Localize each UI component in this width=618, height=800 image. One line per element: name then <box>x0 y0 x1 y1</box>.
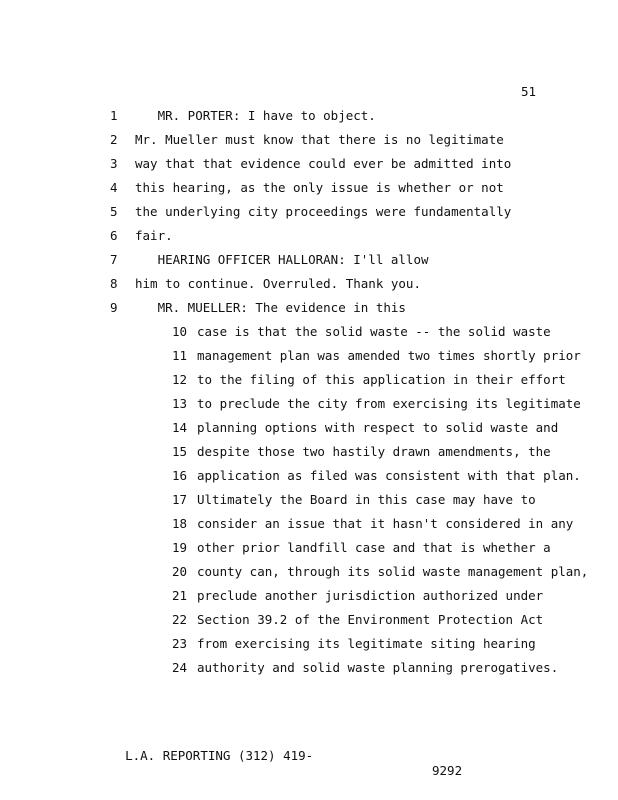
transcript-line <box>172 516 573 540</box>
line-text: case is that the solid waste -- the solid waste <box>197 324 551 339</box>
line-text: Section 39.2 of the Environment Protection Act <box>197 612 544 627</box>
line-text: way that that evidence could ever be admitted into <box>135 156 512 171</box>
line-text: to the filing of this application in their effort <box>197 372 566 387</box>
transcript-line <box>172 612 543 636</box>
line-text: despite those two hastily drawn amendments, the <box>197 444 551 459</box>
line-number: 5 <box>110 204 118 219</box>
line-number: 21 <box>172 588 188 603</box>
line-number: 20 <box>172 564 188 579</box>
transcript-line <box>110 228 173 252</box>
transcript-line <box>110 204 511 228</box>
page-number: 51 <box>521 84 537 99</box>
line-indent <box>135 252 158 267</box>
transcript-line <box>110 108 376 132</box>
transcript-line <box>172 324 551 348</box>
line-text: this hearing, as the only issue is whether or not <box>135 180 504 195</box>
line-number: 3 <box>110 156 118 171</box>
line-number: 7 <box>110 252 118 267</box>
transcript-line <box>110 300 406 324</box>
line-text: from exercising its legitimate siting hearing <box>197 636 536 651</box>
line-text: application as filed was consistent with that plan. <box>197 468 581 483</box>
line-text: MR. PORTER: I have to object. <box>157 108 376 123</box>
line-text: planning options with respect to solid waste and <box>197 420 559 435</box>
line-text: management plan was amended two times shortly prior <box>197 348 581 363</box>
line-indent <box>135 108 158 123</box>
line-indent <box>135 300 158 315</box>
line-number: 15 <box>172 444 188 459</box>
transcript-line <box>172 348 581 372</box>
line-number: 1 <box>110 108 118 123</box>
line-text: Mr. Mueller must know that there is no legitimate <box>135 132 504 147</box>
line-text: him to continue. Overruled. Thank you. <box>135 276 421 291</box>
transcript-line <box>110 276 421 300</box>
transcript-line <box>172 588 543 612</box>
footer-reporter: L.A. REPORTING (312) 419- <box>125 748 314 763</box>
line-number: 4 <box>110 180 118 195</box>
line-number: 14 <box>172 420 188 435</box>
line-number: 10 <box>172 324 188 339</box>
line-number: 17 <box>172 492 188 507</box>
transcript-line <box>172 468 581 492</box>
line-number: 13 <box>172 396 188 411</box>
transcript-line <box>172 396 581 420</box>
line-text: preclude another jurisdiction authorized under <box>197 588 544 603</box>
line-number: 8 <box>110 276 118 291</box>
transcript-line <box>110 132 504 156</box>
line-number: 22 <box>172 612 188 627</box>
footer-number: 9292 <box>432 763 463 778</box>
page-footer <box>110 733 463 778</box>
line-text: Ultimately the Board in this case may have to <box>197 492 536 507</box>
line-number: 11 <box>172 348 188 363</box>
line-text: MR. MUELLER: The evidence in this <box>157 300 406 315</box>
line-text: other prior landfill case and that is whether a <box>197 540 551 555</box>
line-text: fair. <box>135 228 173 243</box>
transcript-line <box>172 372 566 396</box>
line-text: to preclude the city from exercising its legitimate <box>197 396 581 411</box>
line-number: 19 <box>172 540 188 555</box>
transcript-line <box>172 492 536 516</box>
transcript-line <box>172 420 558 444</box>
line-text: the underlying city proceedings were fundamentally <box>135 204 512 219</box>
line-number: 9 <box>110 300 118 315</box>
line-number: 18 <box>172 516 188 531</box>
line-text: authority and solid waste planning prerogatives. <box>197 660 559 675</box>
transcript-line <box>110 252 429 276</box>
line-number: 6 <box>110 228 118 243</box>
transcript-line <box>172 444 551 468</box>
line-number: 12 <box>172 372 188 387</box>
line-number: 2 <box>110 132 118 147</box>
line-number: 16 <box>172 468 188 483</box>
transcript-line <box>110 180 504 204</box>
line-text: county can, through its solid waste management plan, <box>197 564 589 579</box>
line-text: consider an issue that it hasn't considered in any <box>197 516 574 531</box>
line-number: 23 <box>172 636 188 651</box>
transcript-line <box>172 660 558 684</box>
transcript-line <box>172 636 536 660</box>
transcript-line <box>172 540 551 564</box>
line-number: 24 <box>172 660 188 675</box>
line-text: HEARING OFFICER HALLORAN: I'll allow <box>157 252 429 267</box>
transcript-line <box>172 564 588 588</box>
transcript-line <box>110 156 511 180</box>
